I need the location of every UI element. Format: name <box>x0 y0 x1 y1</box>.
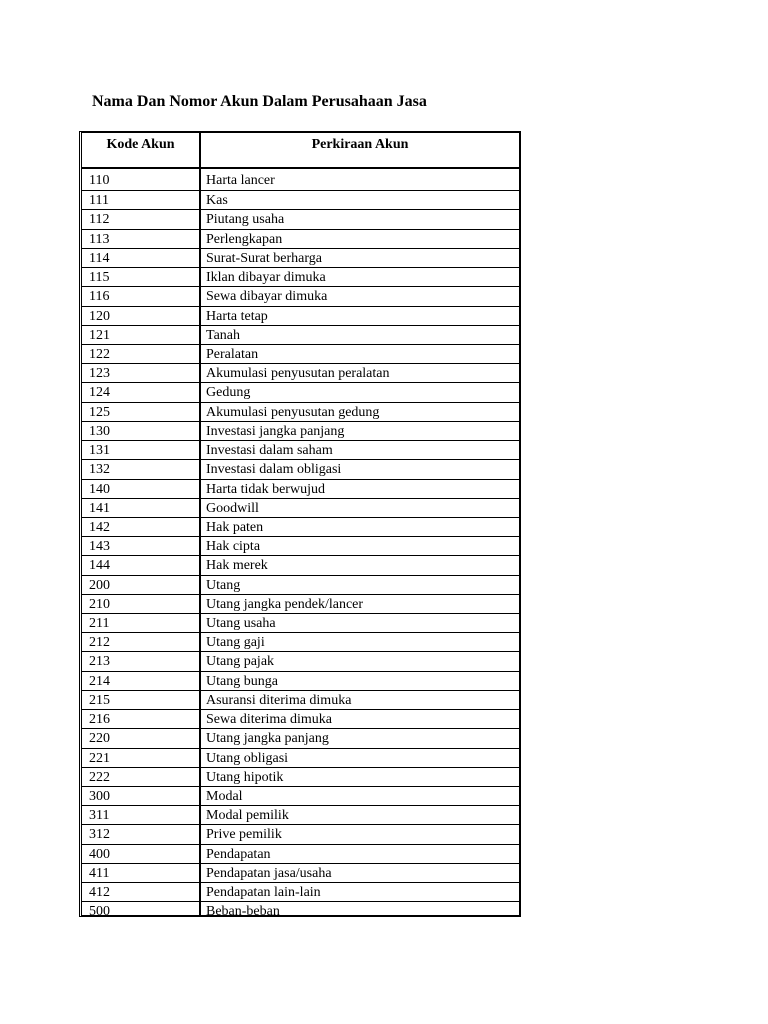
page-title: Nama Dan Nomor Akun Dalam Perusahaan Jasa <box>92 93 427 110</box>
table-row <box>82 632 519 651</box>
account-name: Harta tetap <box>206 308 268 324</box>
table-row <box>82 671 519 690</box>
table-header <box>82 133 519 169</box>
account-code: 116 <box>89 289 110 305</box>
table-row <box>82 459 519 478</box>
account-name: Tanah <box>206 327 241 343</box>
table-row <box>82 805 519 824</box>
table-row <box>82 844 519 863</box>
account-name: Utang usaha <box>206 616 276 632</box>
account-code: 123 <box>89 366 110 382</box>
table-row <box>82 440 519 459</box>
table-row <box>82 402 519 421</box>
account-name: Pendapatan lain-lain <box>206 885 321 901</box>
account-code: 125 <box>89 404 110 420</box>
table-row <box>82 479 519 498</box>
account-code: 111 <box>89 193 109 209</box>
account-name: Surat-Surat berharga <box>206 250 322 266</box>
account-code: 114 <box>89 250 110 266</box>
table-row <box>82 613 519 632</box>
table-row <box>82 882 519 901</box>
table-row <box>82 325 519 344</box>
account-name: Prive pemilik <box>206 827 282 843</box>
table-row <box>82 824 519 843</box>
account-code: 130 <box>89 423 110 439</box>
account-code: 120 <box>89 308 110 324</box>
account-code: 110 <box>89 173 110 188</box>
account-code: 122 <box>89 346 110 362</box>
account-name: Modal <box>206 789 243 804</box>
account-code: 112 <box>89 212 110 228</box>
account-code: 311 <box>89 808 110 824</box>
account-code: 211 <box>89 616 110 632</box>
account-code: 312 <box>89 827 110 843</box>
account-code: 143 <box>89 539 110 555</box>
account-code: 124 <box>89 385 110 401</box>
table-row <box>82 594 519 613</box>
account-code: 121 <box>89 327 110 343</box>
account-code: 412 <box>89 885 110 901</box>
account-code: 221 <box>89 750 110 766</box>
table-row <box>82 901 519 920</box>
account-name: Utang gaji <box>206 635 265 651</box>
account-name: Utang jangka panjang <box>206 731 329 747</box>
account-code: 131 <box>89 443 110 459</box>
table-row <box>82 382 519 401</box>
table-row <box>82 575 519 594</box>
account-name: Piutang usaha <box>206 212 285 228</box>
account-code: 213 <box>89 654 110 670</box>
account-name: Sewa diterima dimuka <box>206 712 332 728</box>
table-row <box>82 306 519 325</box>
table-row <box>82 651 519 670</box>
account-code: 144 <box>89 558 110 574</box>
account-code: 212 <box>89 635 110 651</box>
table-row <box>82 171 519 190</box>
table-row <box>82 344 519 363</box>
account-code: 214 <box>89 673 110 689</box>
account-name: Modal pemilik <box>206 808 289 824</box>
account-name: Utang <box>206 577 241 593</box>
table-row <box>82 517 519 536</box>
accounts-table <box>79 131 521 920</box>
table-row <box>82 286 519 305</box>
account-name: Utang hipotik <box>206 769 284 785</box>
account-code: 400 <box>89 846 110 862</box>
account-name: Utang jangka pendek/lancer <box>206 596 364 612</box>
account-name: Asuransi diterima dimuka <box>206 692 352 708</box>
account-name: Gedung <box>206 385 251 401</box>
account-code: 215 <box>89 692 110 708</box>
account-name: Utang pajak <box>206 654 275 670</box>
table-row <box>82 555 519 574</box>
account-name: Harta lancer <box>206 173 275 188</box>
account-name: Peralatan <box>206 346 259 362</box>
table-row <box>82 363 519 382</box>
account-name: Hak cipta <box>206 539 261 555</box>
header-kode-akun: Kode Akun <box>106 137 175 152</box>
account-name: Hak merek <box>206 558 268 574</box>
table-row <box>82 709 519 728</box>
account-name: Investasi dalam saham <box>206 443 333 459</box>
table-row <box>82 267 519 286</box>
account-name: Pendapatan <box>206 846 271 862</box>
account-name: Harta tidak berwujud <box>206 481 325 497</box>
account-code: 141 <box>89 500 110 516</box>
account-name: Utang obligasi <box>206 750 289 766</box>
table-row <box>82 690 519 709</box>
table-row <box>82 421 519 440</box>
account-code: 210 <box>89 596 110 612</box>
table-row <box>82 767 519 786</box>
account-name: Perlengkapan <box>206 231 283 247</box>
table-row <box>82 248 519 267</box>
account-name: Akumulasi penyusutan peralatan <box>206 366 390 382</box>
account-code: 140 <box>89 481 110 497</box>
table-row <box>82 863 519 882</box>
account-name: Beban-beban <box>206 904 280 920</box>
account-name: Investasi jangka panjang <box>206 423 345 439</box>
table-row <box>82 498 519 517</box>
account-code: 500 <box>89 904 110 920</box>
account-name: Iklan dibayar dimuka <box>206 270 326 286</box>
table-row <box>82 748 519 767</box>
account-code: 222 <box>89 769 110 785</box>
account-code: 300 <box>89 789 110 804</box>
table-row <box>82 209 519 228</box>
account-name: Utang bunga <box>206 673 278 689</box>
account-name: Goodwill <box>206 500 259 516</box>
account-code: 216 <box>89 712 110 728</box>
account-code: 115 <box>89 270 110 286</box>
table-body <box>82 171 519 920</box>
account-code: 411 <box>89 865 110 881</box>
account-code: 113 <box>89 231 110 247</box>
account-code: 142 <box>89 519 110 535</box>
account-name: Kas <box>206 193 228 209</box>
account-name: Akumulasi penyusutan gedung <box>206 404 380 420</box>
account-code: 220 <box>89 731 110 747</box>
table-row <box>82 728 519 747</box>
account-code: 132 <box>89 462 110 478</box>
table-row <box>82 190 519 209</box>
account-name: Investasi dalam obligasi <box>206 462 342 478</box>
table-row <box>82 229 519 248</box>
account-code: 200 <box>89 577 110 593</box>
header-perkiraan-akun: Perkiraan Akun <box>311 137 409 152</box>
table-row <box>82 786 519 805</box>
account-name: Pendapatan jasa/usaha <box>206 865 332 881</box>
account-name: Sewa dibayar dimuka <box>206 289 328 305</box>
account-name: Hak paten <box>206 519 264 535</box>
table-row <box>82 536 519 555</box>
